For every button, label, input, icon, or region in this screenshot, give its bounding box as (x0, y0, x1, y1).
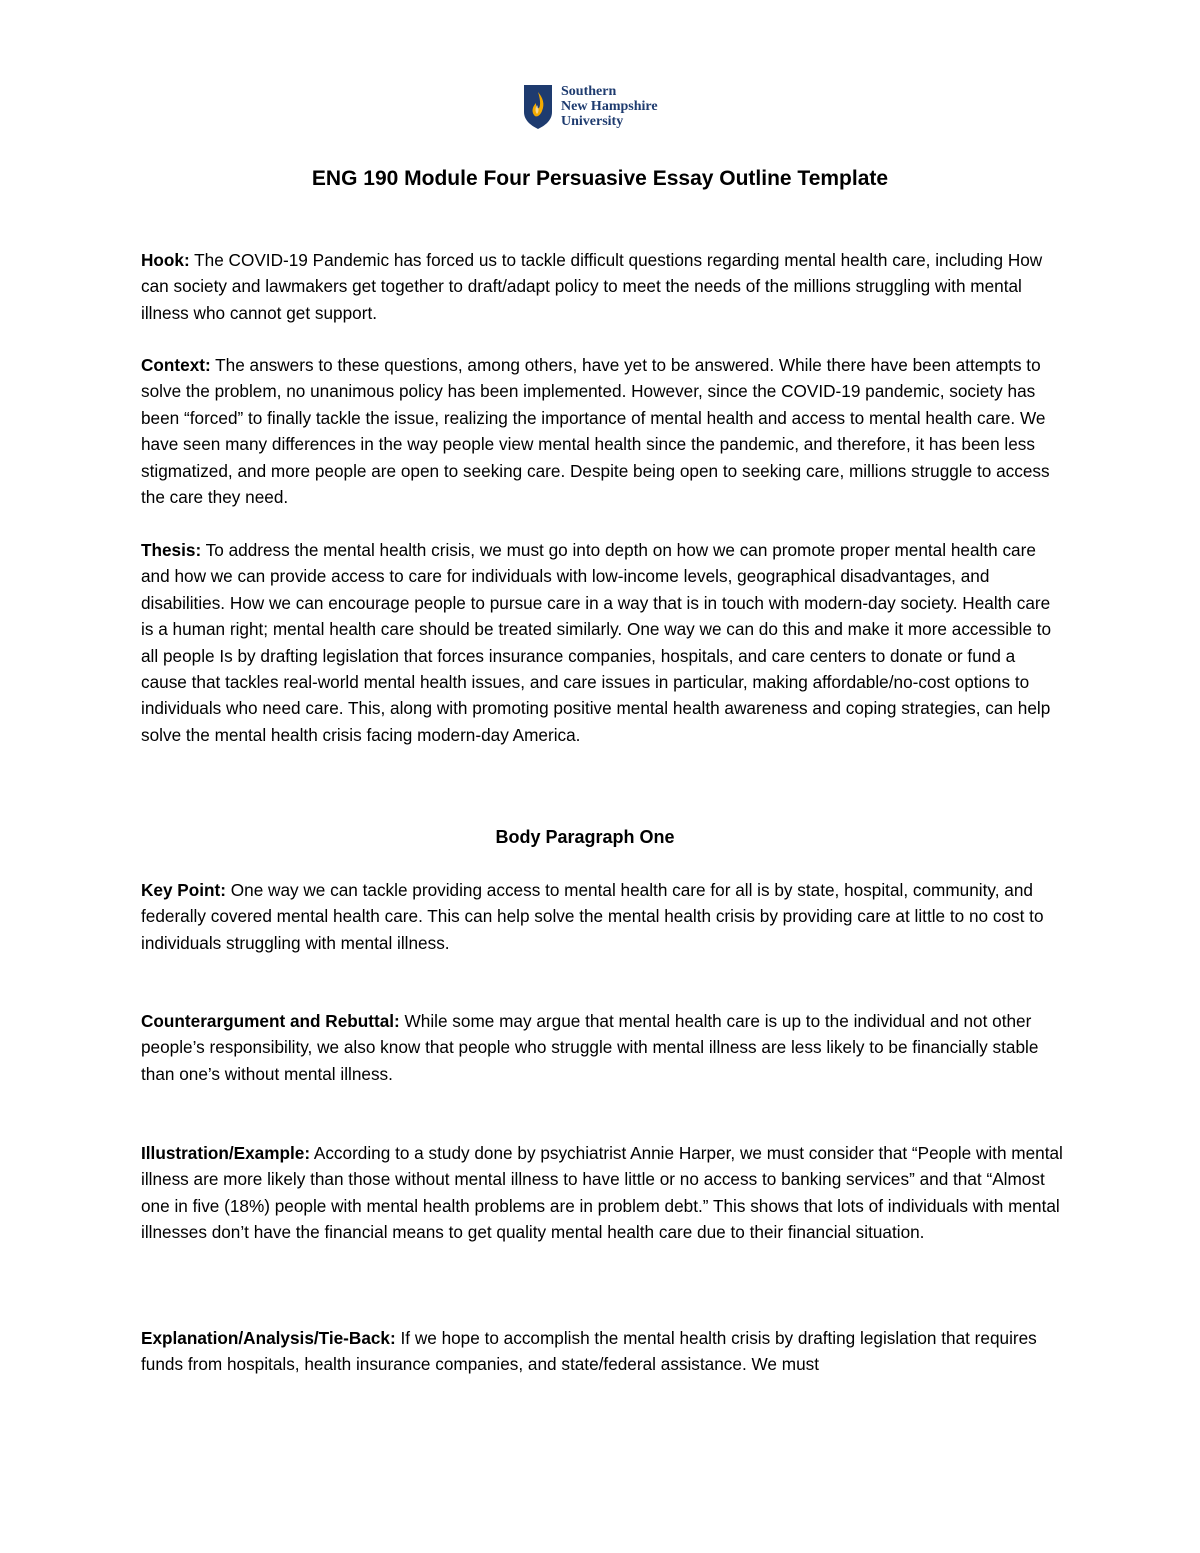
logo-wordmark (561, 84, 658, 129)
thesis-section (141, 537, 1063, 748)
logo-line-3: University (561, 114, 624, 129)
explanation-label: Explanation/Analysis/Tie-Back: (141, 1328, 396, 1348)
counterargument-section (141, 1008, 1063, 1087)
context-text: The answers to these questions, among others, have yet to be answered. While there have been attempts to solve the problem, no unanimous policy has been implemented. However, since the COVID-19 pandemic, society has been “forced” to finally tackle the issue, realizing the importance of mental health and access to mental health care. We have seen many differences in the way people view mental health since the pandemic, and therefore, it has been less stigmatized, and more people are open to seeking care. Despite being open to seeking care, millions struggle to access the care they need. (141, 355, 1050, 508)
explanation-section (141, 1325, 1063, 1378)
university-logo (523, 84, 658, 130)
logo-line-1: Southern (561, 84, 617, 99)
context-label: Context: (141, 355, 211, 375)
body-paragraph-heading: Body Paragraph One (495, 827, 675, 847)
thesis-text: To address the mental health crisis, we must go into depth on how we can promote proper mental health care and how we can provide access to care for individuals with low-income levels, geographical disadvantages, and disabilities. How we can encourage people to pursue care in a way that is in touch with modern-day society. Health care is a human right; mental health care should be treated similarly. One way we can do this and make it more accessible to all people Is by drafting legislation that forces insurance companies, hospitals, and care centers to donate or fund a cause that tackles real-world mental health issues, and care issues in particular, making affordable/no-cost options to individuals who need care. This, along with promoting positive mental health awareness and coping strategies, can help solve the mental health crisis facing modern-day America. (141, 540, 1052, 745)
hook-text: The COVID-19 Pandemic has forced us to tackle difficult questions regarding mental health care, including How can society and lawmakers get together to draft/adapt policy to meet the needs of the millions struggling with mental illness who cannot get support. (141, 250, 1043, 323)
hook-label: Hook: (141, 250, 190, 270)
counterargument-text: While some may argue that mental health care is up to the individual and not other people’s responsibility, we also know that people who struggle with mental illness are less likely to be financially stable than one’s without mental illness. (141, 1011, 1039, 1084)
counterargument-label: Counterargument and Rebuttal: (141, 1011, 400, 1031)
shield-flame-icon (523, 84, 553, 130)
document-title: ENG 190 Module Four Persuasive Essay Outline Template (311, 167, 889, 190)
explanation-text: If we hope to accomplish the mental health crisis by drafting legislation that requires funds from hospitals, health insurance companies, and state/federal assistance. We must (141, 1328, 1037, 1375)
thesis-label: Thesis: (141, 540, 202, 560)
logo-line-2: New Hampshire (561, 99, 658, 114)
illustration-text: According to a study done by psychiatrist Annie Harper, we must consider that “People with mental illness are more likely than those without mental illness to have little or no access to banking services” and that “Almost one in five (18%) people with mental health problems are in problem debt.” This shows that lots of individuals with mental illnesses don’t have the financial means to get quality mental health care due to their financial situation. (141, 1143, 1063, 1243)
key-point-label: Key Point: (141, 880, 226, 900)
key-point-section (141, 877, 1063, 956)
context-section (141, 352, 1063, 510)
illustration-label: Illustration/Example: (141, 1143, 311, 1163)
hook-section (141, 247, 1063, 326)
key-point-text: One way we can tackle providing access to mental health care for all is by state, hospital, community, and federally covered mental health care. This can help solve the mental health crisis by providing care at little to no cost to individuals struggling with mental illness. (141, 880, 1044, 953)
illustration-section (141, 1140, 1063, 1246)
